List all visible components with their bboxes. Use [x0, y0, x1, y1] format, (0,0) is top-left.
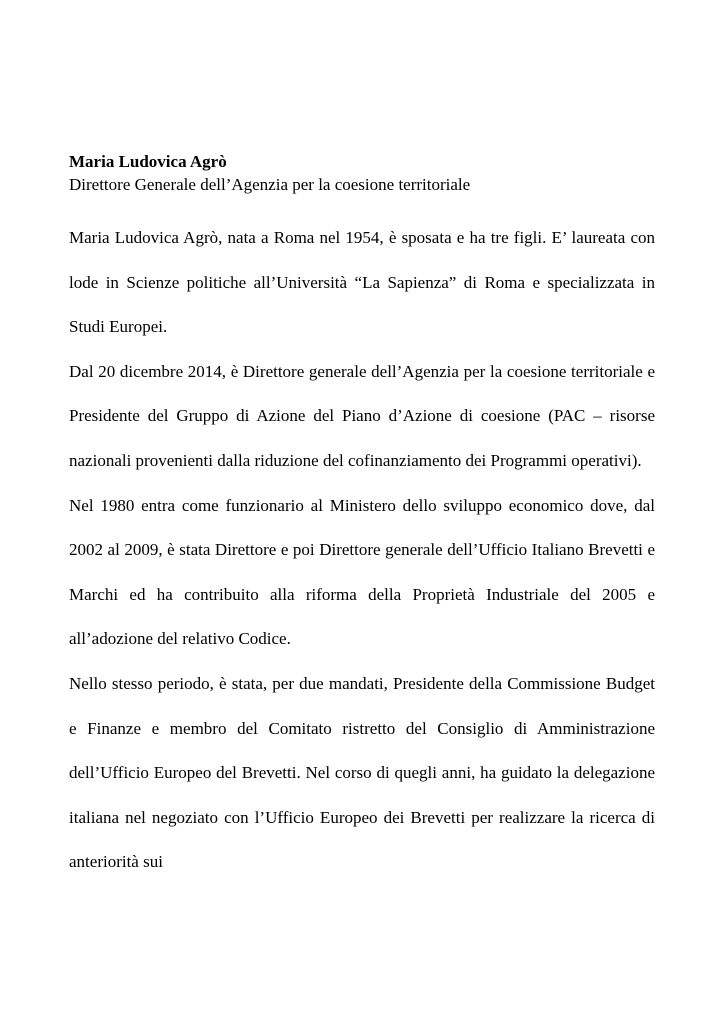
paragraph-european-patent-office: Nello stesso periodo, è stata, per due mandati, Presidente della Commissione Budget e Finanze e membro del Comitato ristretto del Consiglio di Amministrazione dell’Ufficio Europeo del Brevetti. Nel corso di quegli anni, ha guidato la delegazione italiana nel negoziato con l’Ufficio Europeo dei Brevetti per realizzare la ricerca di anteriorità sui — [69, 673, 655, 872]
paragraph-biography-intro: Maria Ludovica Agrò, nata a Roma nel 1954, è sposata e ha tre figli. E’ laureata con lode in Scienze politiche all’Università “La Sapienza” di Roma e specializzata in Studi Europei. — [69, 228, 655, 337]
document-body — [69, 150, 655, 885]
paragraph-agency-director: Dal 20 dicembre 2014, è Direttore generale dell’Agenzia per la coesione territoriale e Presidente del Gruppo di Azione del Piano d’Azione di coesione (PAC – risorse nazionali provenienti dalla riduzione del cofinanziamento dei Programmi operativi). — [69, 361, 655, 470]
person-name: Maria Ludovica Agrò — [69, 152, 227, 171]
person-role: Direttore Generale dell’Agenzia per la coesione territoriale — [69, 175, 471, 194]
paragraph-ministry-career: Nel 1980 entra come funzionario al Ministero dello sviluppo economico dove, dal 2002 al 2009, è stata Direttore e poi Direttore generale dell’Ufficio Italiano Brevetti e Marchi ed ha contribuito alla riforma della Proprietà Industriale del 2005 e all’adozione del relativo Codice. — [69, 495, 655, 649]
